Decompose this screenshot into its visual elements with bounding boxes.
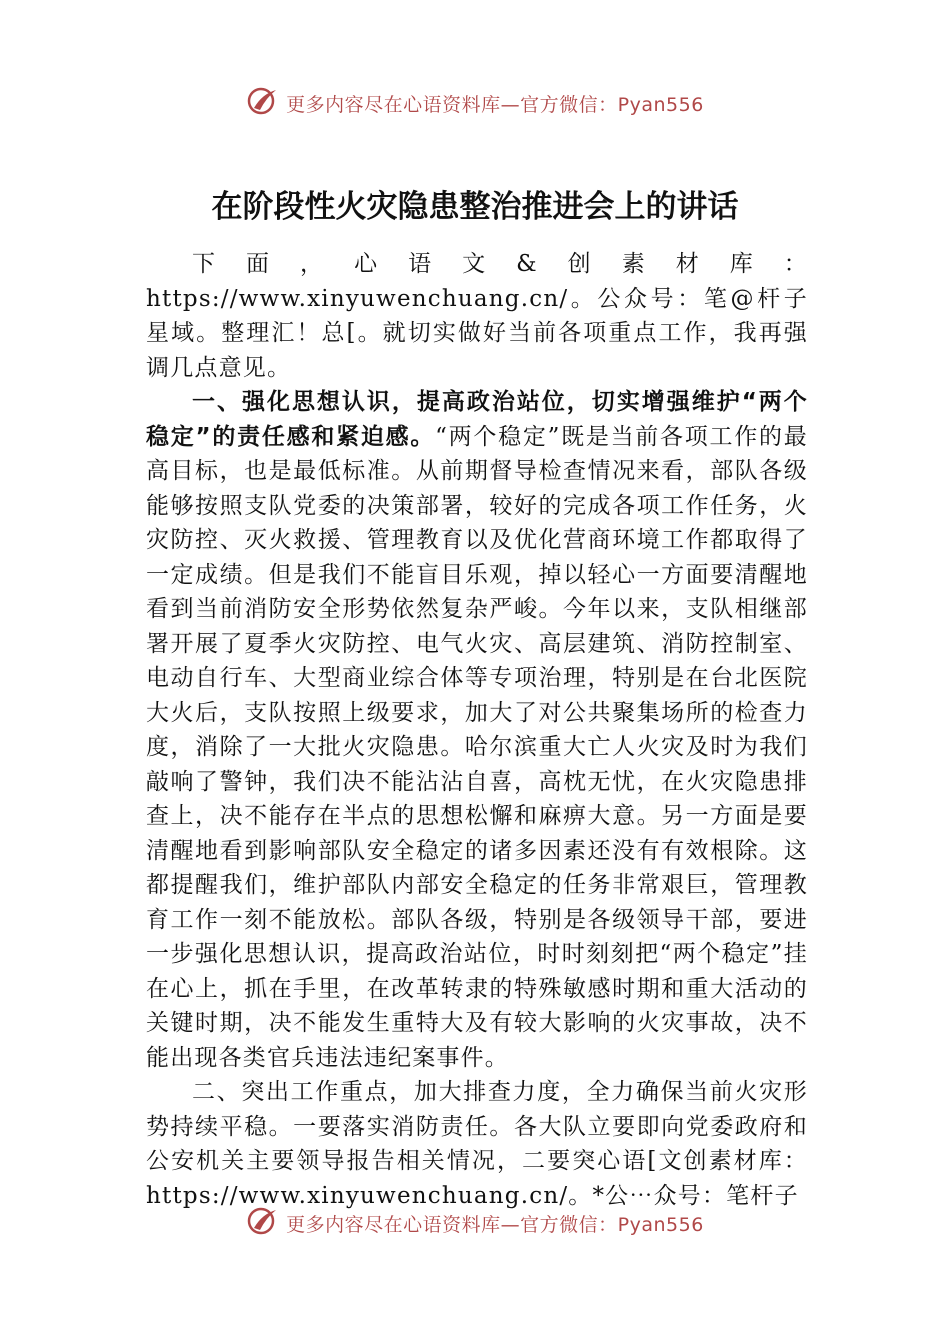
footer-watermark — [0, 1206, 950, 1241]
paragraph-intro: 下面，心语文&创素材库：https://www.xinyuwenchuang.cn/。公众号：笔@杆子星域。整理汇！总[。就切实做好当前各项重点工作，我再强调几点意见。 — [146, 251, 808, 381]
logo-icon — [246, 86, 280, 121]
footer-watermark-text: 更多内容尽在心语资料库—官方微信：Pyan556 — [286, 1214, 704, 1236]
section-1-body: “两个稳定”既是当前各项工作的最高目标，也是最低标准。从前期督导检查情况来看，部队各级能够按照支队党委的决策部署，较好的完成各项工作任务，火灾防控、灭火救援、管理教育以及优化营商环境工作都取得了一定成绩。但是我们不能盲目乐观，掉以轻心一方面要清醒地看到当前消防安全形势依然复杂严峻。今年以来，支队相继部署开展了夏季火灾防控、电气火灾、高层建筑、消防控制室、电动自行车、大型商业综合体等专项治理，特别是在台北医院大火后，支队按照上级要求，加大了对公共聚集场所的检查力度，消除了一大批火灾隐患。哈尔滨重大亡人火灾及时为我们敲响了警钟，我们决不能沾沾自喜，高枕无忧，在火灾隐患排查上，决不能存在半点的思想松懈和麻痹大意。另一方面是要清醒地看到影响部队安全稳定的诸多因素还没有有效根除。这都提醒我们，维护部队内部安全稳定的任务非常艰巨，管理教育工作一刻不能放松。部队各级，特别是各级领导干部，要进一步强化思想认识，提高政治站位，时时刻刻把“两个稳定”挂在心上，抓在手里，在改革转隶的特殊敏感时期和重大活动的关键时期，决不能发生重特大及有较大影响的火灾事故，决不能出现各类官兵违法违纪案事件。 — [146, 423, 808, 1071]
header-watermark — [0, 86, 950, 121]
watermark-text: 更多内容尽在心语资料库—官方微信：Pyan556 — [286, 94, 704, 116]
footer-logo-icon — [246, 1206, 280, 1241]
page-title: 在阶段性火灾隐患整治推进会上的讲话 — [211, 189, 739, 225]
section-1-heading: 一、强化思想认识，提高政治站位，切实增强维护“两个稳定”的责任感和紧迫感。 — [146, 389, 808, 450]
paragraph-section-2: 二、突出工作重点，加大排查力度，全力确保当前火灾形势持续平稳。一要落实消防责任。各大队立要即向党委政府和公安机关主要领导报告相关情况，二要突心语[文创素材库：https://www.xinyuwenchuang.cn/。*公⋯众号：笔杆子 — [146, 1079, 808, 1209]
document-body — [146, 247, 808, 1213]
paragraph-section-1 — [146, 385, 808, 1075]
